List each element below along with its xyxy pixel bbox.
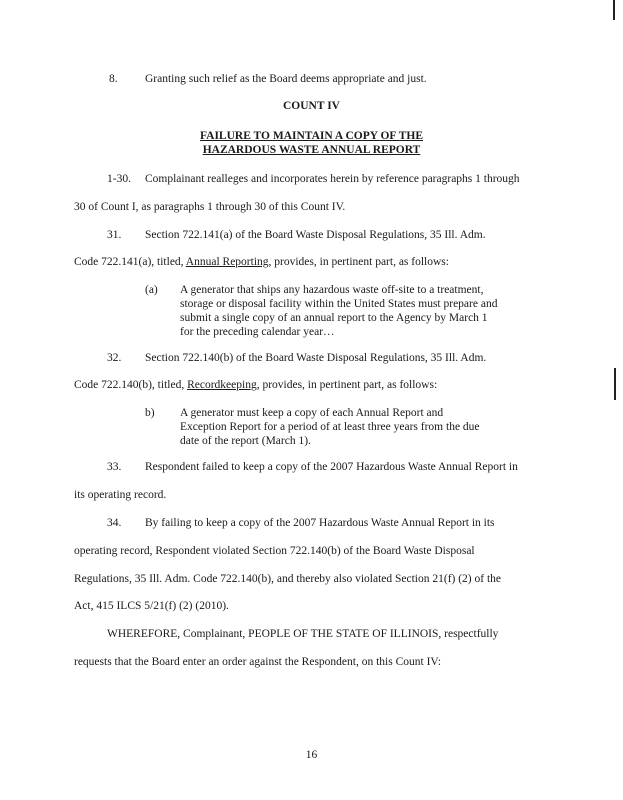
paragraph-33-line-1: Respondent failed to keep a copy of the 2007 Hazardous Waste Annual Report in [145,461,518,473]
paragraph-33-number: 33. [107,461,122,473]
paragraph-1-30-line-2: 30 of Count I, as paragraphs 1 through 30 of this Count IV. [74,201,346,213]
heading-line-2: HAZARDOUS WASTE ANNUAL REPORT [202,144,421,156]
scan-edge-mark-right [614,368,616,400]
page-number: 16 [305,749,318,761]
paragraph-32-line-2-rest: , provides, in pertinent part, as follows: [256,379,438,391]
quote-a-line-1: A generator that ships any hazardous waste off-site to a treatment, [180,284,484,296]
paragraph-1-30-line-1: Complainant realleges and incorporates herein by reference paragraphs 1 through [145,173,520,185]
paragraph-31-line-2-text: Code 722.141(a), titled, [74,256,186,268]
item-8-number: 8. [109,73,118,85]
paragraph-32-line-2 [74,378,437,392]
annual-reporting-title: Annual Reporting [185,256,269,268]
paragraph-31-line-2 [74,255,449,269]
quote-b-line-3: date of the report (March 1). [180,435,311,447]
paragraph-31-number: 31. [107,229,122,241]
paragraph-34-number: 34. [107,517,122,529]
quote-b-line-1: A generator must keep a copy of each Annual Report and [180,407,444,419]
paragraph-34-line-3: Regulations, 35 Ill. Adm. Code 722.140(b), and thereby also violated Section 21(f) (2) of the [74,573,502,585]
paragraph-34-line-4: Act, 415 ILCS 5/21(f) (2) (2010). [74,600,229,612]
paragraph-32-line-2-text: Code 722.140(b), titled, [74,379,188,391]
wherefore-line-2: requests that the Board enter an order against the Respondent, on this Count IV: [74,656,442,668]
paragraph-34-line-1: By failing to keep a copy of the 2007 Hazardous Waste Annual Report in its [145,517,495,529]
paragraph-34-line-2: operating record, Respondent violated Section 722.140(b) of the Board Waste Disposal [74,545,475,557]
paragraph-32-line-1: Section 722.140(b) of the Board Waste Disposal Regulations, 35 Ill. Adm. [145,352,487,364]
paragraph-33-line-2: its operating record. [74,489,167,501]
quote-b-label: b) [145,407,155,419]
item-8-text: Granting such relief as the Board deems appropriate and just. [145,73,427,85]
quote-a-line-2: storage or disposal facility within the United States must prepare and [180,298,498,310]
count-title: COUNT IV [283,100,340,112]
wherefore-line-1: WHEREFORE, Complainant, PEOPLE OF THE STATE OF ILLINOIS, respectfully [107,628,499,640]
quote-a-line-4: for the preceding calendar year… [180,326,335,338]
heading-line-1: FAILURE TO MAINTAIN A COPY OF THE [199,130,423,142]
paragraph-31-line-2-rest: , provides, in pertinent part, as follows: [268,256,449,268]
quote-a-label: (a) [145,284,158,296]
paragraph-31-line-1: Section 722.141(a) of the Board Waste Disposal Regulations, 35 Ill. Adm. [145,229,486,241]
quote-a-line-3: submit a single copy of an annual report to the Agency by March 1 [180,312,488,324]
recordkeeping-title: Recordkeeping [187,379,257,391]
quote-b-line-2: Exception Report for a period of at least three years from the due [180,421,480,433]
paragraph-1-30-number: 1-30. [107,173,131,185]
scan-edge-mark-top [613,0,615,20]
paragraph-32-number: 32. [107,352,122,364]
